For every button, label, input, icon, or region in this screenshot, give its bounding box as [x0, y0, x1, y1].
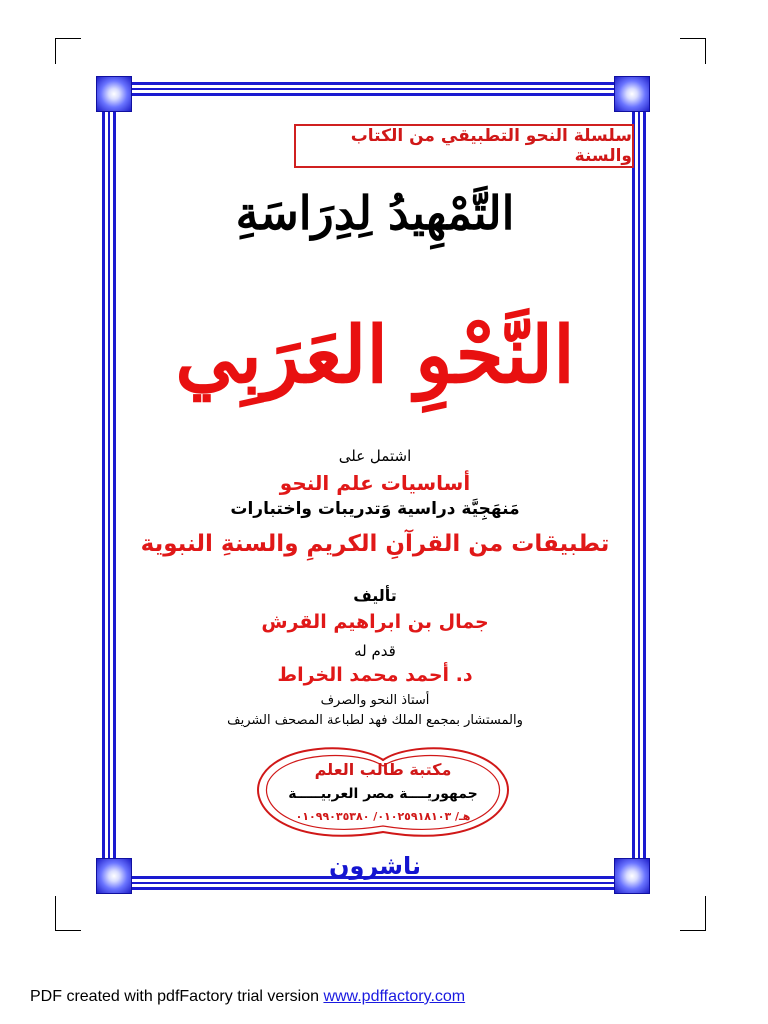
contents-basics: أساسيات علم النحو — [279, 471, 471, 495]
corner-ornament-top-left — [96, 76, 132, 112]
series-title-box: سلسلة النحو التطبيقي من الكتاب والسنة — [294, 124, 634, 168]
crop-mark-bottom-left-v — [55, 896, 56, 930]
intro-author-title-1: أستاذ النحو والصرف — [320, 693, 430, 708]
publisher-name: مكتبة طالب العلم — [314, 760, 452, 779]
crop-mark-top-right-h — [680, 38, 706, 39]
contents-applications: تطبيقات من القرآنِ الكريمِ والسنةِ النبوية — [140, 531, 610, 557]
publisher-country: جمهوريــــة مصر العربيـــــة — [288, 786, 478, 802]
corner-ornament-bottom-left — [96, 858, 132, 894]
crop-mark-top-left-v — [55, 38, 56, 64]
authored-label: تأليف — [353, 586, 397, 605]
author-name: جمال بن ابراهيم القرش — [261, 611, 489, 633]
contents-methodology: مَنهَجِيَّة دراسية وَتدريبات واختبارات — [230, 499, 520, 519]
intro-author-name: د. أحمد محمد الخراط — [277, 664, 473, 686]
crop-mark-bottom-right-v — [705, 896, 706, 930]
pdf-footer — [30, 988, 465, 1006]
pdf-footer-text: PDF created with pdfFactory trial version — [30, 988, 324, 1005]
crop-mark-bottom-left-h — [55, 930, 81, 931]
pdf-footer-link[interactable]: www.pdffactory.com — [323, 988, 466, 1005]
crop-mark-bottom-right-h — [680, 930, 706, 931]
crop-mark-top-left-h — [55, 38, 81, 39]
publisher-stamp — [252, 740, 514, 852]
intro-author-title-2: والمستشار بمجمع الملك فهد لطباعة المصحف الشريف — [227, 713, 523, 728]
contains-label: اشتمل على — [338, 447, 412, 465]
book-title-line-2: النَّحْوِ العَرَبِي — [175, 310, 575, 401]
corner-ornament-top-right — [614, 76, 650, 112]
publishers-label: ناشرون — [329, 852, 421, 880]
book-title-line-1: التَّمْهِيدُ لِدِرَاسَةِ — [235, 186, 515, 240]
intro-label: قدم له — [354, 642, 396, 660]
publisher-phone: هـ/ ٠١٠٢٥٩١٨١٠٣/ ٠١٠٩٩٠٣٥٣٨٠ — [295, 810, 471, 823]
crop-mark-top-right-v — [705, 38, 706, 64]
